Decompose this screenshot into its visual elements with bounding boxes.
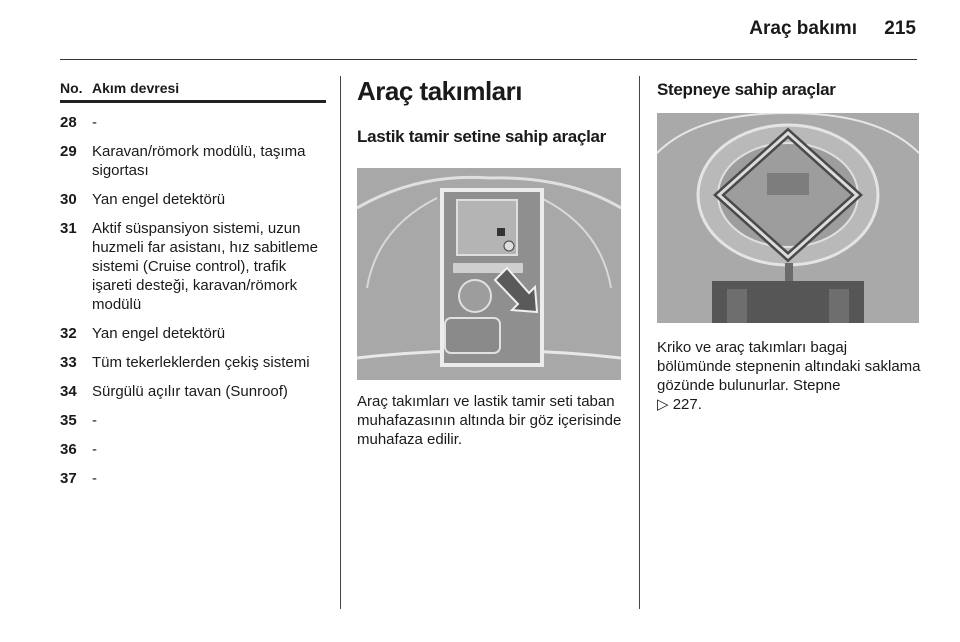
- fuse-number: 32: [60, 325, 77, 342]
- fuse-circuit: -: [92, 114, 97, 131]
- fuse-number: 36: [60, 441, 77, 458]
- fuse-circuit: Yan engel detektörü: [92, 325, 226, 342]
- col-circuit-header: Akım devresi: [92, 80, 180, 96]
- table-row: [60, 113, 326, 132]
- fuse-number: 30: [60, 191, 77, 208]
- fuse-circuit: -: [92, 412, 97, 429]
- table-row: [60, 219, 326, 314]
- spare-description: [657, 338, 922, 414]
- fuse-circuit: -: [92, 470, 97, 487]
- column-divider: [340, 76, 341, 609]
- see-page-icon: ▷: [657, 396, 669, 413]
- column-divider: [639, 76, 640, 609]
- table-row: [60, 142, 326, 180]
- fuse-circuit: Tüm tekerleklerden çekiş sistemi: [92, 354, 310, 371]
- fuse-number: 29: [60, 143, 77, 160]
- tools-section: [357, 76, 625, 449]
- section-title: Araç takımları: [357, 76, 522, 106]
- page-reference-link[interactable]: 227.: [672, 396, 702, 413]
- table-row: [60, 382, 326, 401]
- page-number: 215: [884, 18, 916, 39]
- fuse-table-header: [60, 80, 326, 100]
- fuse-circuit: -: [92, 441, 97, 458]
- table-row: [60, 411, 326, 430]
- tools-compartment-illustration: [357, 168, 621, 380]
- table-row: [60, 190, 326, 209]
- fuse-number: 34: [60, 383, 77, 400]
- table-row: [60, 324, 326, 343]
- fuse-rows: [60, 113, 326, 488]
- table-row: [60, 353, 326, 372]
- table-header-rule: [60, 100, 326, 103]
- fuse-circuit: Aktif süspansiyon sistemi, uzun huzmeli far asistanı, hız sabitleme sistemi (Cruise control), trafik işareti desteği, karavan/römork modülü: [92, 220, 318, 313]
- fuse-number: 31: [60, 220, 77, 237]
- section-subtitle: Stepneye sahip araçlar: [657, 80, 836, 99]
- fuse-number: 28: [60, 114, 77, 131]
- fuse-number: 37: [60, 470, 77, 487]
- fuse-circuit: Sürgülü açılır tavan (Sunroof): [92, 383, 288, 400]
- table-row: [60, 440, 326, 459]
- fuse-number: 33: [60, 354, 77, 371]
- header-title: Araç bakımı: [749, 18, 857, 39]
- fuse-circuit: Karavan/römork modülü, taşıma sigortası: [92, 143, 306, 179]
- spare-description-text: Kriko ve araç takımları bagaj bölümünde stepnenin altındaki saklama gözünde bulunurlar. Stepne: [657, 339, 921, 394]
- section-subtitle: Lastik tamir setine sahip araçlar: [357, 127, 607, 146]
- fuse-number: 35: [60, 412, 77, 429]
- col-no-header: No.: [60, 80, 83, 96]
- spare-wheel-section: [657, 76, 922, 414]
- header-rule: [60, 59, 917, 60]
- spare-wheel-jack-illustration: [657, 113, 919, 323]
- fuse-circuit: Yan engel detektörü: [92, 191, 226, 208]
- tools-description: Araç takımları ve lastik tamir seti taban muhafazasının altında bir göz içerisinde muhafaza edilir.: [357, 393, 622, 448]
- fuse-table: [60, 80, 326, 498]
- table-row: [60, 469, 326, 488]
